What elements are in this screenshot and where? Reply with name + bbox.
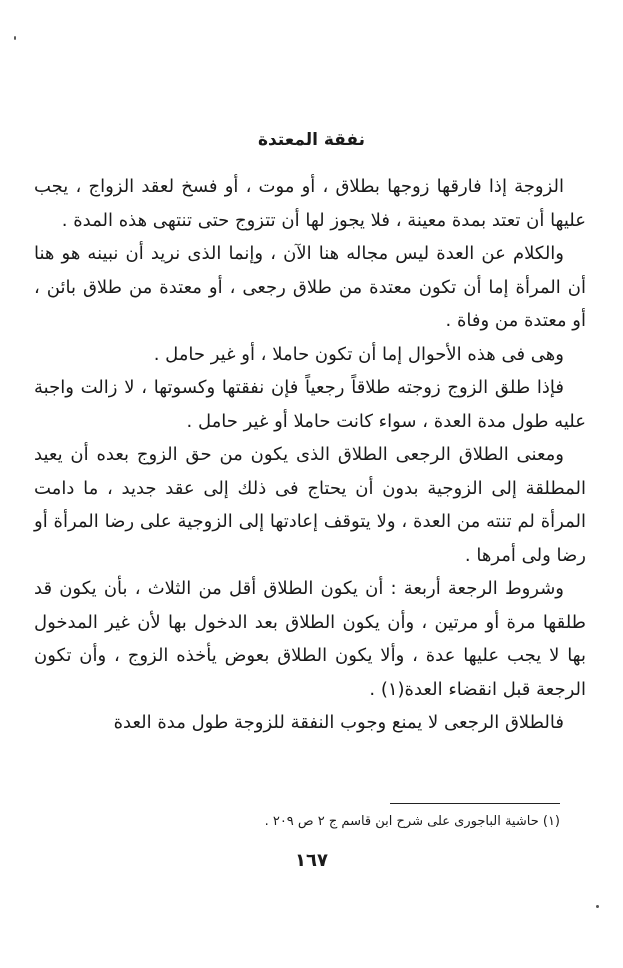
paragraph-5: ومعنى الطلاق الرجعى الطلاق الذى يكون من حق الزوج بعده أن يعيد المطلقة إلى الزوجية بدون أن يحتاج فى ذلك إلى عقد جديد ، ما دامت المرأة لم تنته من العدة ، ولا يتوقف إعادتها إلى الزوجية على رضا المرأة أو رضا ولى أمرها . bbox=[34, 444, 586, 566]
paragraph-2: والكلام عن العدة ليس مجاله هنا الآن ، وإنما الذى نريد أن نبينه هو هنا أن المرأة إما أن تكون معتدة من طلاق رجعى ، أو معتدة من طلاق بائن ، أو معتدة من وفاة . bbox=[34, 243, 586, 331]
scan-speck bbox=[14, 36, 16, 40]
page-title: نفقة المعتدة bbox=[257, 130, 366, 150]
paragraph-6: وشروط الرجعة أربعة : أن يكون الطلاق أقل من الثلاث ، بأن يكون قد طلقها مرة أو مرتين ، وأن يكون الطلاق بعد الدخول بها لأن غير المدخول بها لا يجب عليها عدة ، وألا يكون الطلاق بعوض يأخذه الزوج ، وأن تكون الرجعة قبل انقضاء العدة(١) . bbox=[34, 578, 586, 700]
scan-speck bbox=[596, 905, 599, 908]
footnote-divider bbox=[390, 803, 560, 804]
body-text bbox=[34, 170, 586, 740]
page-number: ١٦٧ bbox=[295, 850, 328, 871]
paragraph-4: فإذا طلق الزوج زوجته طلاقاً رجعياً فإن نفقتها وكسوتها ، لا زالت واجبة عليه طول مدة العدة ، سواء كانت حاملا أو غير حامل . bbox=[34, 377, 586, 432]
footnote: (١) حاشية الباجورى على شرح ابن قاسم ج ٢ ص ٢٠٩ . bbox=[264, 814, 560, 829]
paragraph-3: وهى فى هذه الأحوال إما أن تكون حاملا ، أو غير حامل . bbox=[153, 343, 564, 365]
paragraph-1: الزوجة إذا فارقها زوجها بطلاق ، أو موت ، أو فسخ لعقد الزواج ، يجب عليها أن تعتد بمدة معينة ، فلا يجوز لها أن تتزوج حتى تنتهى هذه المدة . bbox=[34, 176, 586, 231]
paragraph-7: فالطلاق الرجعى لا يمنع وجوب النفقة للزوجة طول مدة العدة bbox=[113, 712, 564, 733]
